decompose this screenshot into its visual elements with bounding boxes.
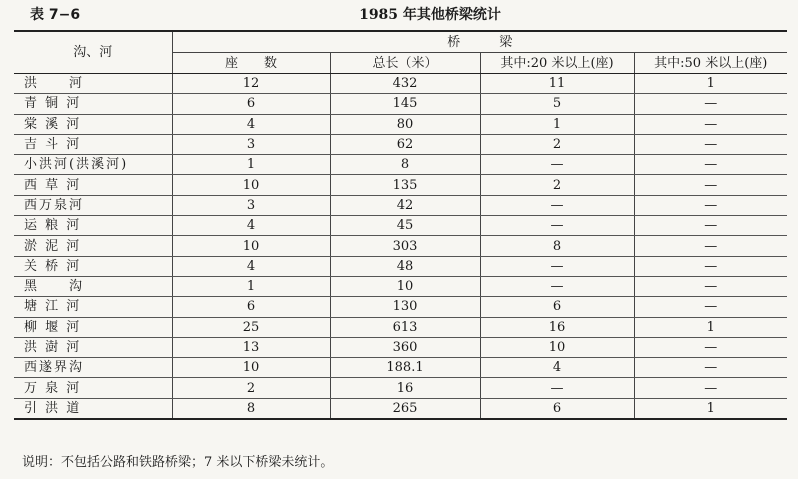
cell-river-name: 西万泉河 — [14, 195, 172, 215]
table-row — [14, 297, 787, 317]
cell-over-20m: — — [480, 155, 634, 175]
cell-count: 6 — [172, 297, 330, 317]
cell-over-50m: 1 — [706, 400, 715, 416]
cell-count: 1 — [172, 155, 330, 175]
table-row — [14, 378, 787, 398]
cell-total-length: 42 — [330, 195, 480, 215]
table-body — [14, 74, 787, 420]
cell-count: 2 — [172, 378, 330, 398]
cell-count: 4 — [172, 216, 330, 236]
table-row — [14, 358, 787, 378]
cell-river-name: 引 洪 道 — [14, 398, 172, 419]
cell-over-50m: — — [634, 337, 787, 357]
cell-over-20m: — — [480, 195, 634, 215]
cell-river-name: 吉 斗 河 — [14, 134, 172, 154]
cell-over-50m: — — [634, 94, 787, 114]
table-number: 表 7−6 — [30, 7, 81, 23]
cell-river-name: 万 泉 河 — [14, 378, 172, 398]
table-row — [14, 216, 787, 236]
cell-count: 1 — [172, 276, 330, 296]
header-over-20m: 其中:20 米以上(座) — [480, 53, 634, 74]
cell-river-name: 运 粮 河 — [14, 216, 172, 236]
cell-count: 10 — [172, 175, 330, 195]
cell-over-20m: 11 — [480, 74, 634, 94]
cell-over-50m: — — [634, 378, 787, 398]
cell-count: 4 — [172, 256, 330, 276]
table-row — [14, 134, 787, 154]
cell-over-20m: 1 — [480, 114, 634, 134]
cell-total-length: 303 — [330, 236, 480, 256]
cell-count: 13 — [172, 337, 330, 357]
cell-over-20m: 2 — [480, 134, 634, 154]
bridge-statistics-table — [14, 30, 787, 420]
cell-total-length: 62 — [330, 134, 480, 154]
cell-river-name: 西 草 河 — [14, 175, 172, 195]
cell-count: 25 — [172, 317, 330, 337]
table-row — [14, 256, 787, 276]
cell-total-length: 8 — [330, 155, 480, 175]
cell-count: 8 — [172, 398, 330, 419]
cell-over-50m: — — [634, 358, 787, 378]
cell-total-length: 360 — [330, 337, 480, 357]
cell-river-name: 小洪河(洪溪河) — [14, 155, 172, 175]
cell-count: 3 — [172, 195, 330, 215]
cell-total-length: 145 — [330, 94, 480, 114]
header-bridge-group: 桥 梁 — [172, 31, 787, 53]
cell-total-length: 432 — [330, 74, 480, 94]
table-row — [14, 276, 787, 296]
cell-over-20m: 4 — [480, 358, 634, 378]
cell-over-50m: 1 — [634, 74, 787, 94]
header-river: 沟、河 — [14, 31, 172, 74]
header-over-50m: 其中:50 米以上(座) — [634, 53, 787, 74]
cell-count: 10 — [172, 358, 330, 378]
cell-over-20m: 6 — [480, 398, 634, 419]
table-title: 1985 年其他桥梁统计 — [359, 7, 501, 23]
cell-over-50m: — — [634, 236, 787, 256]
table-row — [14, 195, 787, 215]
cell-over-20m: — — [480, 378, 634, 398]
cell-over-50m: — — [634, 297, 787, 317]
table-row — [14, 398, 787, 419]
cell-river-name: 黑 沟 — [14, 276, 172, 296]
cell-over-20m: — — [480, 276, 634, 296]
header-count: 座 数 — [172, 53, 330, 74]
cell-river-name: 关 桥 河 — [14, 256, 172, 276]
cell-over-20m: 10 — [480, 337, 634, 357]
cell-count: 4 — [172, 114, 330, 134]
table-row — [14, 94, 787, 114]
cell-count: 12 — [172, 74, 330, 94]
cell-total-length: 130 — [330, 297, 480, 317]
cell-over-20m: — — [480, 216, 634, 236]
cell-river-name: 洪 澍 河 — [14, 337, 172, 357]
cell-river-name: 棠 溪 河 — [14, 114, 172, 134]
table-row — [14, 337, 787, 357]
table-row — [14, 155, 787, 175]
cell-total-length: 613 — [330, 317, 480, 337]
cell-over-20m: 2 — [480, 175, 634, 195]
table-row — [14, 74, 787, 94]
cell-total-length: 265 — [330, 398, 480, 419]
cell-count: 3 — [172, 134, 330, 154]
cell-over-50m: — — [634, 175, 787, 195]
cell-total-length: 45 — [330, 216, 480, 236]
cell-over-50m: — — [634, 216, 787, 236]
cell-over-50m: 1 — [634, 317, 787, 337]
cell-over-20m: 16 — [480, 317, 634, 337]
footnote: 说明：不包括公路和铁路桥梁；7 米以下桥梁未统计。 — [22, 455, 334, 470]
table-row — [14, 317, 787, 337]
cell-count: 10 — [172, 236, 330, 256]
cell-over-50m: — — [634, 155, 787, 175]
table-row — [14, 175, 787, 195]
cell-river-name: 塘 江 河 — [14, 297, 172, 317]
cell-over-20m: 8 — [480, 236, 634, 256]
cell-total-length: 188.1 — [330, 358, 480, 378]
cell-over-20m: 5 — [480, 94, 634, 114]
cell-over-50m: — — [634, 134, 787, 154]
cell-total-length: 48 — [330, 256, 480, 276]
cell-river-name: 柳 堰 河 — [14, 317, 172, 337]
cell-over-50m: — — [634, 195, 787, 215]
cell-river-name: 青 铜 河 — [14, 94, 172, 114]
header-total-length: 总长（米） — [330, 53, 480, 74]
table-header — [14, 31, 787, 74]
cell-total-length: 80 — [330, 114, 480, 134]
cell-over-50m: — — [634, 276, 787, 296]
cell-river-name: 洪 河 — [14, 74, 172, 94]
cell-over-20m: 6 — [480, 297, 634, 317]
cell-river-name: 西遂界沟 — [14, 358, 172, 378]
cell-over-50m: — — [634, 114, 787, 134]
cell-over-50m: — — [634, 256, 787, 276]
cell-count: 6 — [172, 94, 330, 114]
cell-total-length: 16 — [330, 378, 480, 398]
cell-over-20m: — — [480, 256, 634, 276]
cell-total-length: 10 — [330, 276, 480, 296]
table-row — [14, 236, 787, 256]
cell-river-name: 淤 泥 河 — [14, 236, 172, 256]
table-row — [14, 114, 787, 134]
cell-total-length: 135 — [330, 175, 480, 195]
